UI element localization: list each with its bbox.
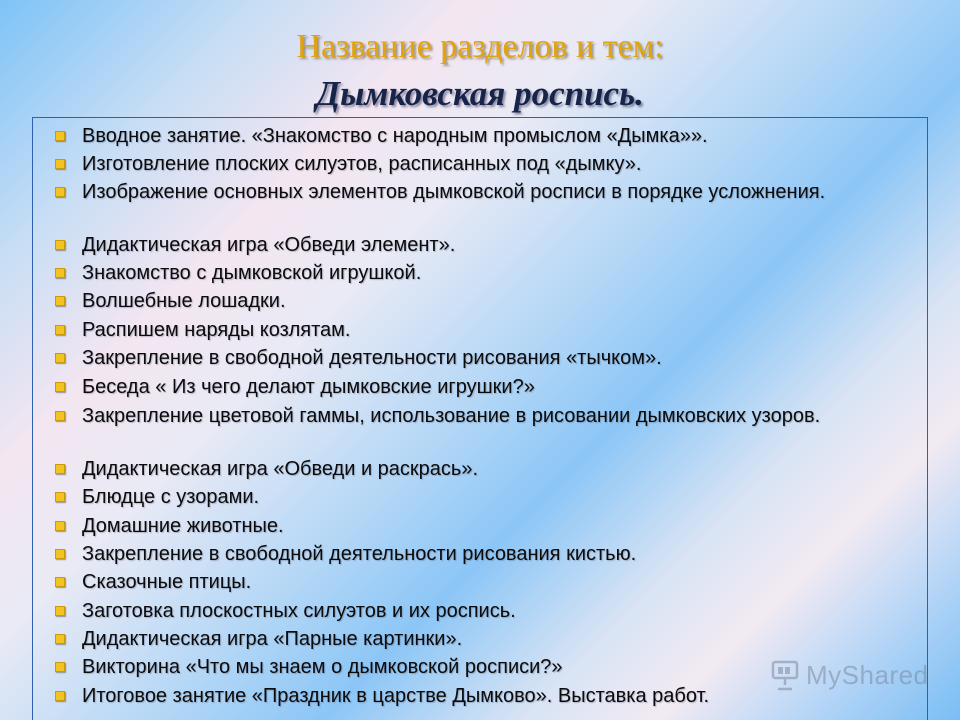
topic-item bbox=[33, 154, 960, 174]
topic-item-text: Волшебные лошадки. bbox=[82, 290, 286, 312]
topic-item bbox=[33, 516, 960, 536]
topic-item bbox=[33, 459, 960, 479]
topic-item-text: Распишем наряды козлятам. bbox=[82, 319, 351, 341]
square-bullet-icon bbox=[55, 521, 65, 531]
topic-item bbox=[33, 126, 960, 146]
presentation-board-icon bbox=[770, 659, 800, 691]
topic-item-text: Закрепление в свободной деятельности рисования кистью. bbox=[82, 543, 637, 565]
topic-item-text: Закрепление цветовой гаммы, использование в рисовании дымковских узоров. bbox=[82, 405, 821, 427]
watermark bbox=[770, 655, 929, 695]
topic-item bbox=[33, 601, 960, 621]
topic-item bbox=[33, 320, 960, 340]
square-bullet-icon bbox=[55, 296, 65, 306]
square-bullet-icon bbox=[55, 187, 65, 197]
square-bullet-icon bbox=[55, 691, 65, 701]
square-bullet-icon bbox=[55, 159, 65, 169]
square-bullet-icon bbox=[55, 662, 65, 672]
topic-item bbox=[33, 572, 960, 592]
slide-subtitle: Дымковская роспись. bbox=[316, 74, 644, 113]
topic-item-text: Заготовка плоскостных силуэтов и их роспись. bbox=[82, 600, 516, 622]
square-bullet-icon bbox=[55, 549, 65, 559]
topic-item-text: Беседа « Из чего делают дымковские игрушки?» bbox=[82, 376, 535, 398]
square-bullet-icon bbox=[55, 577, 65, 587]
square-bullet-icon bbox=[55, 411, 65, 421]
topic-item-text: Домашние животные. bbox=[82, 515, 284, 537]
topic-item-text: Дидактическая игра «Обведи элемент». bbox=[82, 234, 456, 256]
topic-item bbox=[33, 182, 960, 202]
topic-item-text: Викторина «Что мы знаем о дымковской росписи?» bbox=[82, 656, 563, 678]
square-bullet-icon bbox=[55, 382, 65, 392]
topic-item bbox=[33, 348, 960, 368]
topic-item bbox=[33, 263, 960, 283]
topic-item bbox=[33, 377, 960, 397]
slide-title: Название разделов и тем: bbox=[296, 28, 664, 65]
topic-item-text: Дидактическая игра «Парные картинки». bbox=[82, 628, 463, 650]
topic-item-text: Итоговое занятие «Праздник в царстве Дымково». Выставка работ. bbox=[82, 685, 710, 707]
topic-item-text: Знакомство с дымковской игрушкой. bbox=[82, 262, 422, 284]
square-bullet-icon bbox=[55, 353, 65, 363]
square-bullet-icon bbox=[55, 131, 65, 141]
square-bullet-icon bbox=[55, 606, 65, 616]
content-frame bbox=[32, 117, 928, 720]
square-bullet-icon bbox=[55, 240, 65, 250]
topic-item bbox=[33, 235, 960, 255]
square-bullet-icon bbox=[55, 464, 65, 474]
topic-item-text: Закрепление в свободной деятельности рисования «тычком». bbox=[82, 347, 662, 369]
topic-item bbox=[33, 629, 960, 649]
topic-item-text: Изготовление плоских силуэтов, расписанных под «дымку». bbox=[82, 153, 642, 175]
square-bullet-icon bbox=[55, 492, 65, 502]
square-bullet-icon bbox=[55, 325, 65, 335]
topic-item-text: Блюдце с узорами. bbox=[82, 486, 260, 508]
watermark-text: MyShared bbox=[806, 659, 929, 690]
topic-item bbox=[33, 291, 960, 311]
topic-item-text: Дидактическая игра «Обведи и раскрась». bbox=[82, 458, 479, 480]
topic-item bbox=[33, 406, 960, 426]
square-bullet-icon bbox=[55, 634, 65, 644]
topic-item-text: Сказочные птицы. bbox=[82, 571, 252, 593]
topic-item-text: Вводное занятие. «Знакомство с народным промыслом «Дымка»». bbox=[82, 125, 708, 147]
topic-item bbox=[33, 487, 960, 507]
topic-item bbox=[33, 544, 960, 564]
square-bullet-icon bbox=[55, 268, 65, 278]
topic-item-text: Изображение основных элементов дымковской росписи в порядке усложнения. bbox=[82, 181, 826, 203]
